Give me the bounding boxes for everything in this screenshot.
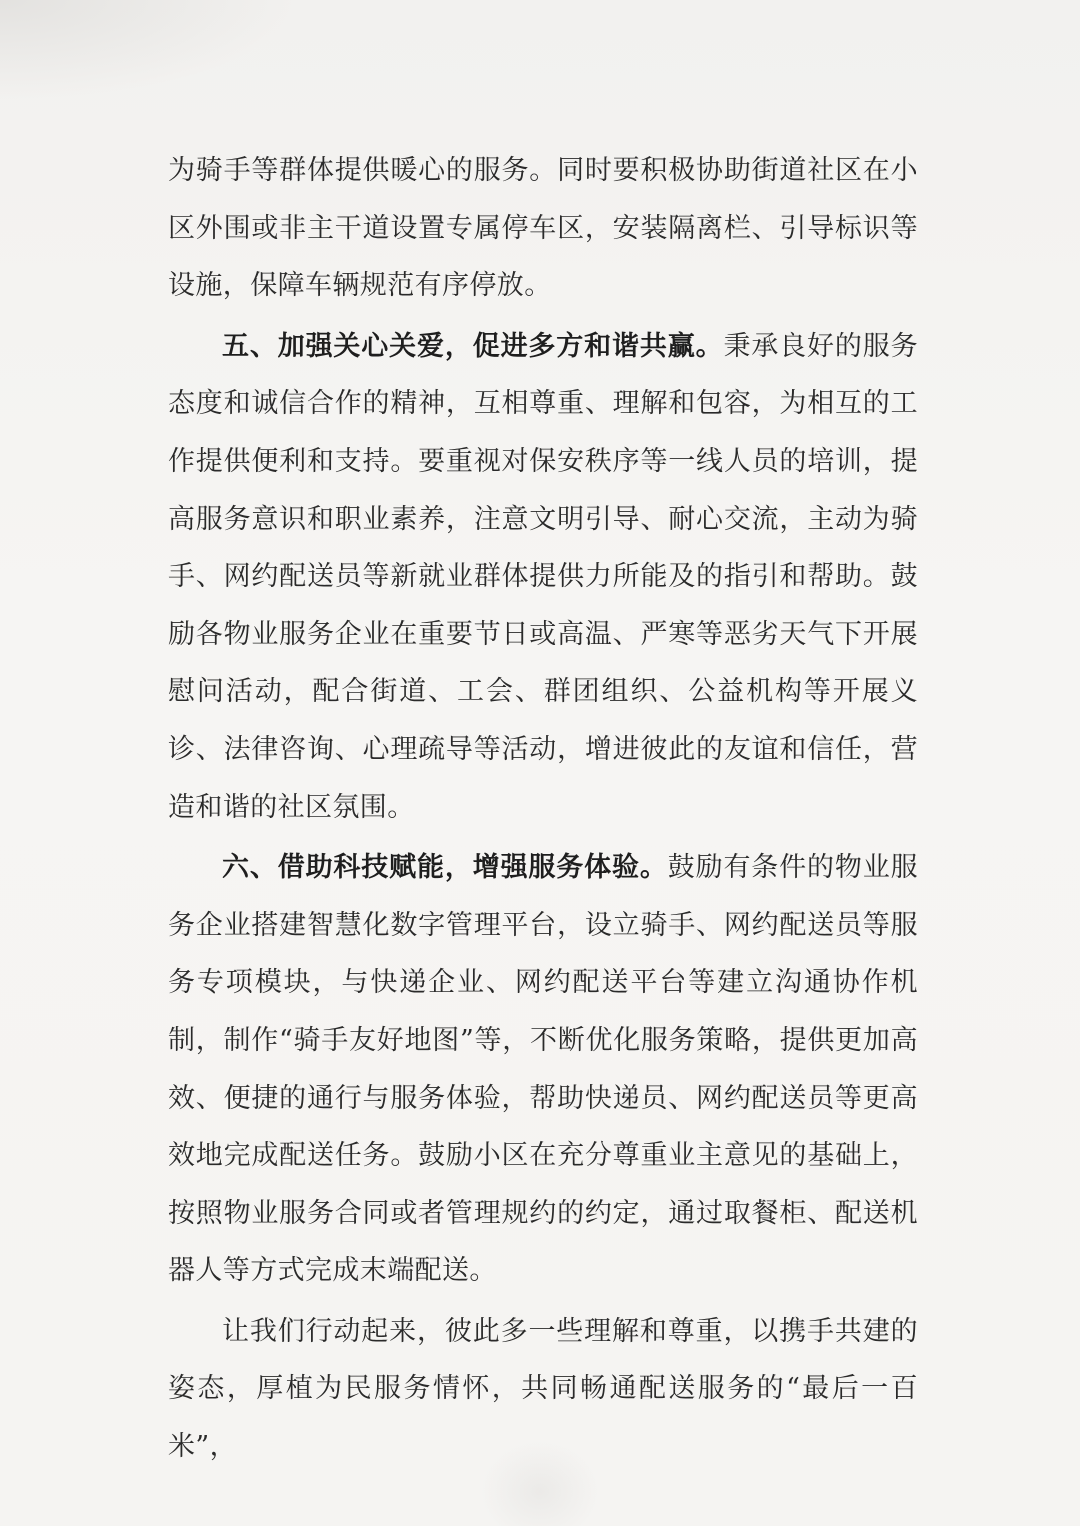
paragraph-section-five: [168, 318, 918, 836]
paragraph-text: 鼓励有条件的物业服务企业搭建智慧化数字管理平台，设立骑手、网约配送员等服务专项模块，与快递企业、网约配送平台等建立沟通协作机制，制作“骑手友好地图”等，不断优化服务策略，提供更加高效、便捷的通行与服务体验，帮助快递员、网约配送员等更高效地完成配送任务。鼓励小区在充分尊重业主意见的基础上，按照物业服务合同或者管理规约的约定，通过取餐柜、配送机器人等方式完成末端配送。: [168, 852, 918, 1287]
document-body: [168, 142, 918, 1476]
paragraph-text: 为骑手等群体提供暖心的服务。同时要积极协助街道社区在小区外围或非主干道设置专属停车区，安装隔离栏、引导标识等设施，保障车辆规范有序停放。: [168, 155, 918, 302]
scan-smudge: [0, 0, 300, 100]
paragraph-section-six: [168, 839, 918, 1300]
section-heading: 五、加强关心关爱，促进多方和谐共赢。: [222, 330, 724, 362]
paragraph-text: 让我们行动起来，彼此多一些理解和尊重，以携手共建的姿态，厚植为民服务情怀，共同畅通配送服务的“最后一百米”，: [168, 1315, 918, 1463]
paragraph-continuation: [168, 142, 918, 315]
paragraph-text: 秉承良好的服务态度和诚信合作的精神，互相尊重、理解和包容，为相互的工作提供便利和支持。要重视对保安秩序等一线人员的培训，提高服务意识和职业素养，注意文明引导、耐心交流，主动为骑手、网约配送员等新就业群体提供力所能及的指引和帮助。鼓励各物业服务企业在重要节日或高温、严寒等恶劣天气下开展慰问活动，配合街道、工会、群团组织、公益机构等开展义诊、法律咨询、心理疏导等活动，增进彼此的友谊和信任，营造和谐的社区氛围。: [168, 330, 918, 823]
paragraph-closing: [168, 1303, 918, 1476]
section-heading: 六、借助科技赋能，增强服务体验。: [222, 852, 668, 884]
